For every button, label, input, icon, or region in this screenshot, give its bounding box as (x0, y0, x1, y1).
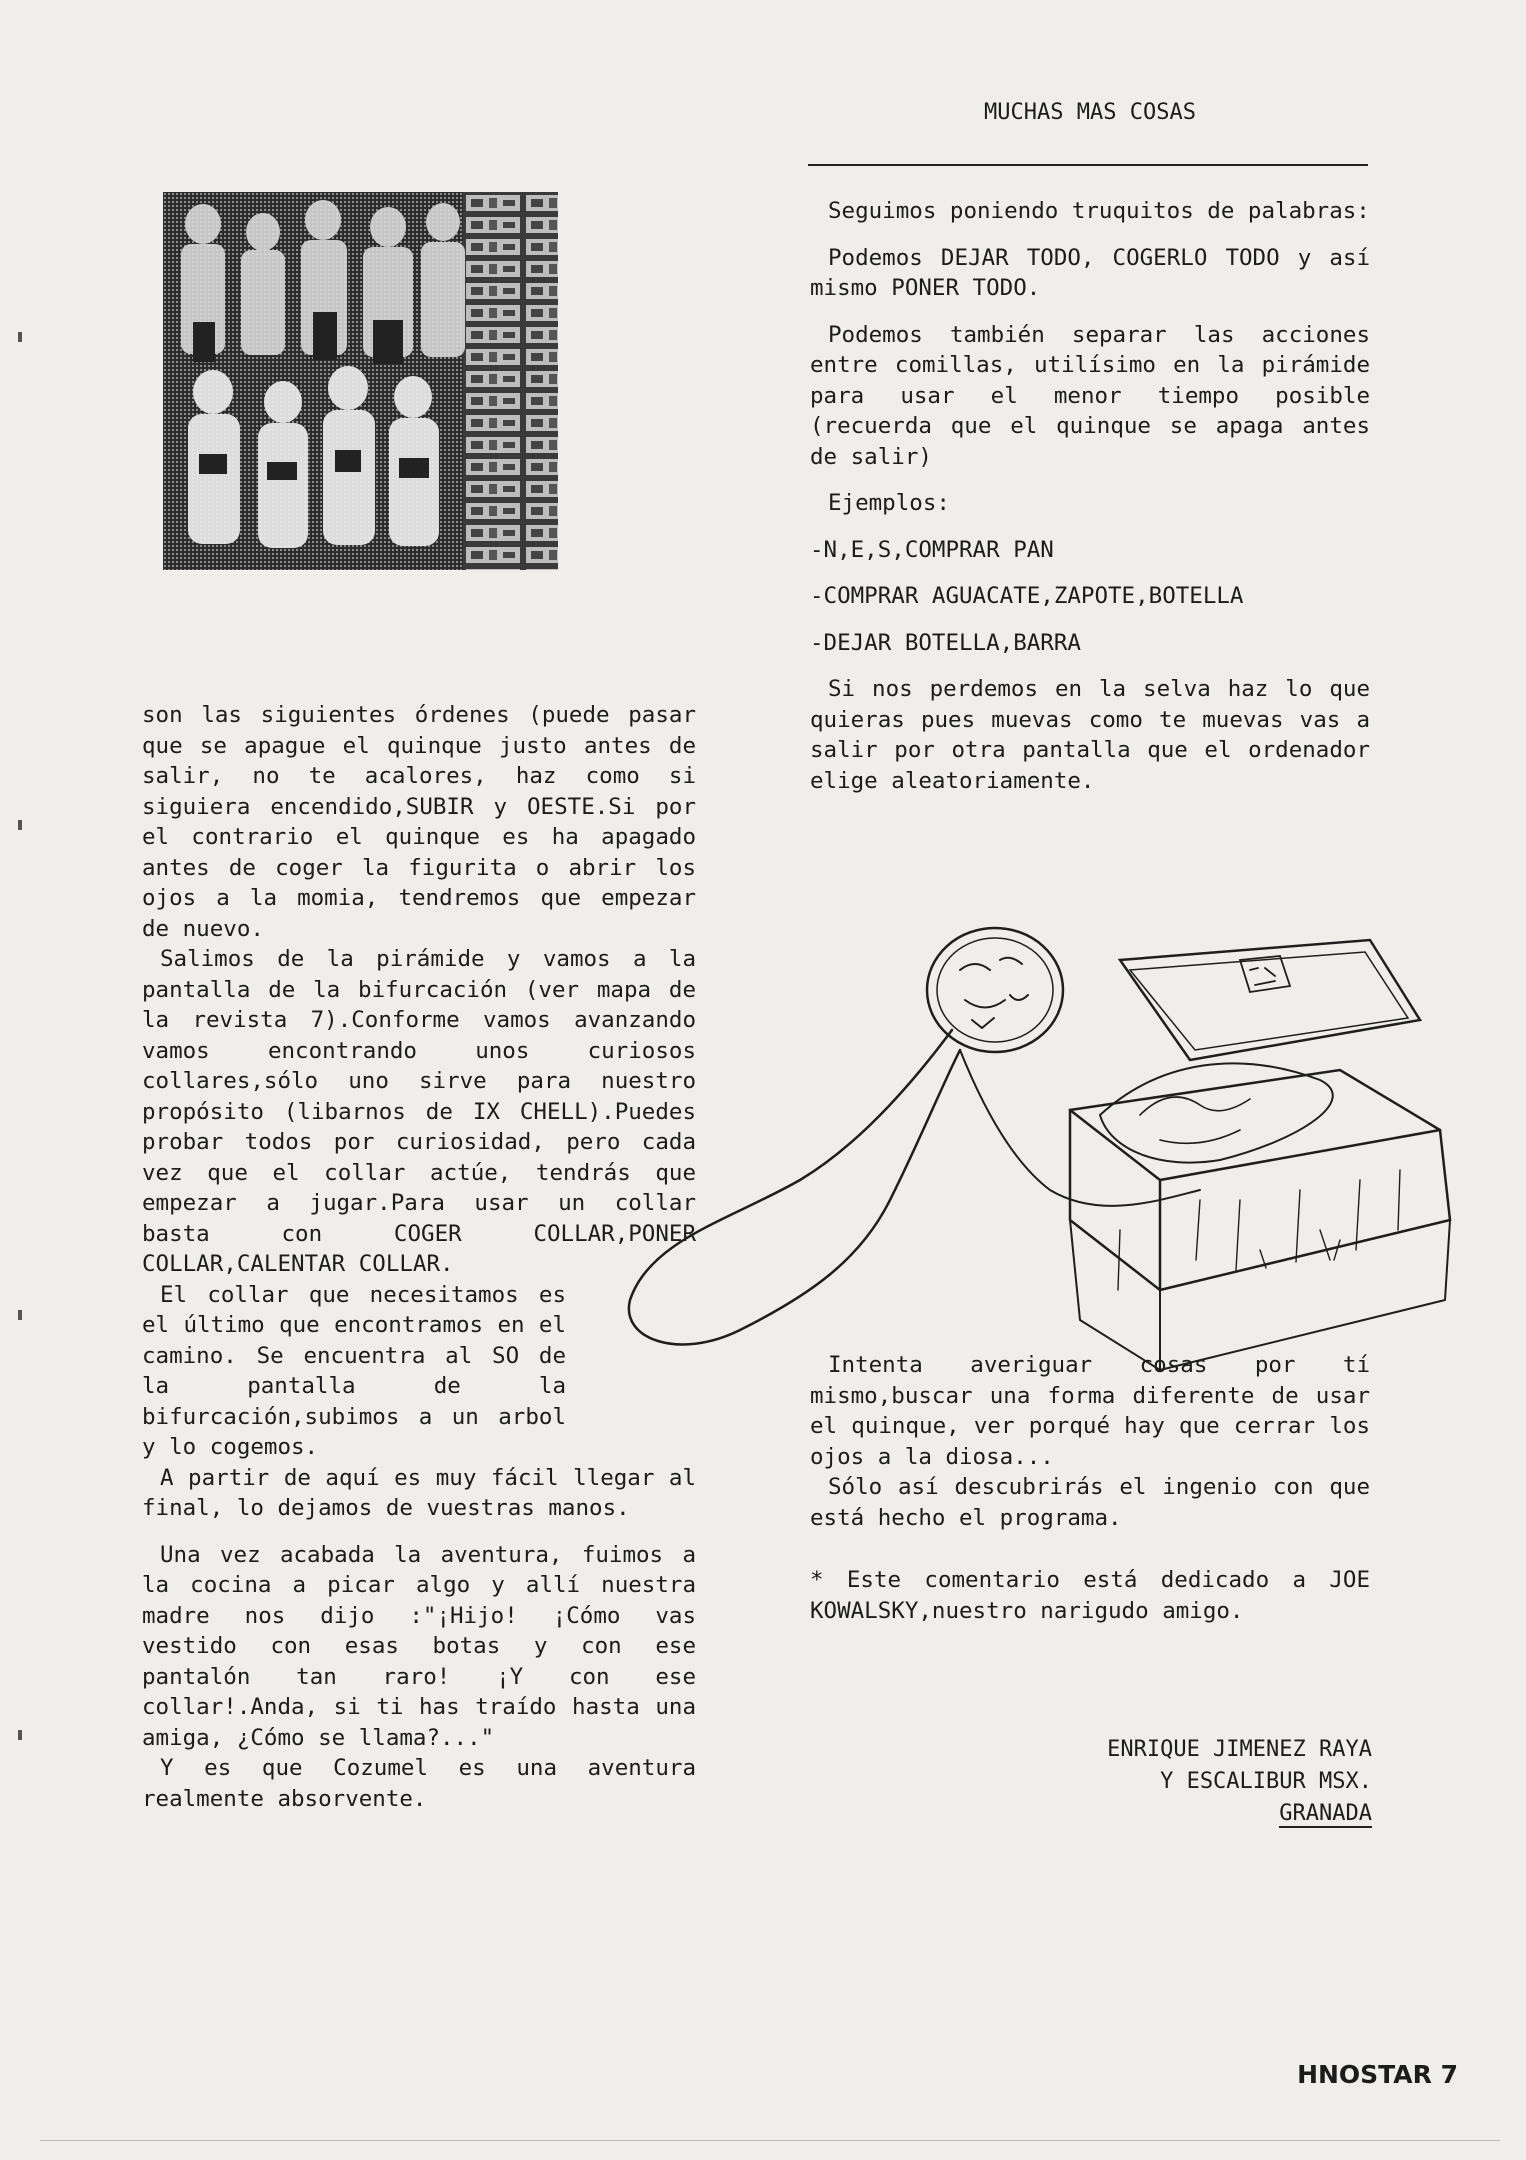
paragraph: Podemos también separar las acciones entre comillas, utilísimo en la pirámide para usar el menor tiempo posible (recuerda que el quinque se apaga antes de salir) (810, 321, 1370, 470)
paragraph: son las siguientes órdenes (puede pasar que se apague el quinque justo antes de salir, no te acalores, haz como si siguiera encendido,SUBIR y OESTE.Si por el contrario el quinque es ha apagado antes de coger la figurita o abrir los ojos a la momia, tendremos que empezar de nuevo. (142, 702, 696, 942)
paragraph: Salimos de la pirámide y vamos a la pantalla de la bifurcación (ver mapa de la revista 7).Conforme vamos avanzando vamos encontrando unos curiosos collares,sólo uno sirve para nuestro propósito (libarnos de IX CHELL).Puedes probar todos por curiosidad, pero cada vez que el collar actúe, tendrás que empezar a jugar.Para usar un collar basta con COGER COLLAR,PONER COLLAR,CALENTAR COLLAR. (142, 946, 696, 1277)
right-column-text-top (810, 196, 1370, 796)
paragraph: Una vez acabada la aventura, fuimos a la cocina a picar algo y allí nuestra madre nos dijo :"¡Hijo! ¡Cómo vas vestido con esas botas y con ese pantalón tan raro! ¡Y con ese collar!.Anda, si ti has traído hasta una amiga, ¿Cómo se llama?..." (142, 1541, 696, 1751)
paragraph: Y es que Cozumel es una aventura realmente absorvente. (142, 1755, 696, 1812)
paragraph: Intenta averiguar cosas por tí mismo,buscar una forma diferente de usar el quinque, ver porqué hay que cerrar los ojos a la diosa... (810, 1352, 1370, 1470)
example-line: -COMPRAR AGUACATE,ZAPOTE,BOTELLA (810, 583, 1244, 609)
paragraph: El collar que necesitamos es el último que encontramos en el camino. Se encuentra al SO de la pantalla de la bifurcación,subimos a un arbol y lo cogemos. (142, 1281, 566, 1460)
header-divider (808, 164, 1368, 166)
example-line: -DEJAR BOTELLA,BARRA (810, 629, 1081, 656)
paragraph: A partir de aquí es muy fácil llegar al final, lo dejamos de vuestras manos. (142, 1464, 696, 1521)
box-and-medallion-sketch (600, 900, 1470, 1380)
author-group: Y ESCALIBUR MSX. (1160, 1769, 1372, 1794)
paragraph: Seguimos poniendo truquitos de palabras: (828, 198, 1370, 224)
binder-mark (18, 1730, 22, 1740)
paragraph: Si nos perdemos en la selva haz lo que quieras pues muevas como te muevas vas a salir por otra pantalla que el ordenador elige aleatoriamente. (810, 676, 1370, 794)
page-title: MUCHAS MAS COSAS (984, 100, 1196, 125)
binder-mark (18, 820, 22, 830)
paragraph: Podemos DEJAR TODO, COGERLO TODO y así mismo PONER TODO. (810, 244, 1370, 301)
binder-mark (18, 332, 22, 342)
group-photo (163, 192, 558, 570)
footer-divider (40, 2140, 1500, 2141)
binder-mark (18, 1310, 22, 1320)
paragraph: Ejemplos: (828, 490, 950, 516)
author-signature (810, 1734, 1372, 1830)
example-line: -N,E,S,COMPRAR PAN (810, 536, 1054, 563)
author-city: GRANADA (1279, 1801, 1372, 1826)
author-name: ENRIQUE JIMENEZ RAYA (1107, 1737, 1372, 1762)
page-footer: HNOSTAR 7 (1297, 2060, 1458, 2089)
paragraph: Sólo así descubrirás el ingenio con que está hecho el programa. (810, 1474, 1370, 1531)
dedication: * Este comentario está dedicado a JOE KOWALSKY,nuestro narigudo amigo. (810, 1567, 1370, 1624)
right-column-text-bottom (810, 1350, 1370, 1626)
